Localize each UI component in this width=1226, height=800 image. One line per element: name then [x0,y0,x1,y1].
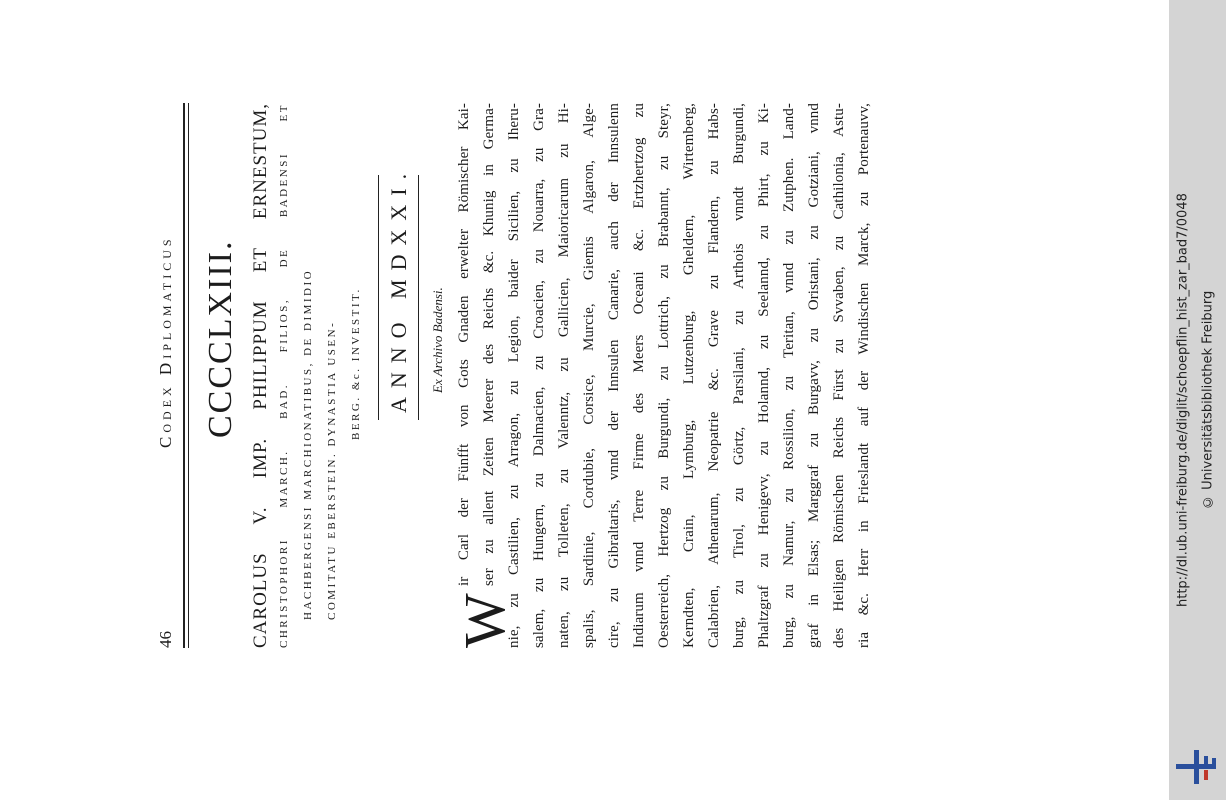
body-line: spalis, Sardinie, Cordubie, Corsice, Murcie, Giemis Algaron, Alge- [581,103,597,648]
body-line: salem, zu Hungern, zu Dalmacien, zu Croacien, zu Nouarra, zu Gra- [531,103,547,648]
body-line: Kerndten, Crain, Lymburg, Lutzenburg, Gheldern, Wirtemberg, [681,103,697,648]
body-line: Calabrien, Athenarum, Neopatrie &c. Grave zu Flandern, zu Habs- [706,103,722,648]
year-rule-bottom [418,175,419,420]
document-number: CCCCLXIII. [202,239,239,438]
title-line: HACHBERGENSI MARCHIONATIBUS, DE DIMIDIO [302,268,314,620]
body-line: Indiarum vnnd Terre Firme des Meers Oceani &c. Ertzhertzog zu [631,103,647,648]
body-line: burg, zu Tirol, zu Görtz, Parsilani, zu Arthois vnndt Burgundi, [731,103,747,648]
title-line: CAROLUS V. IMP. PHILIPPUM ET ERNESTUM, [250,103,271,648]
drop-cap: W [452,593,517,648]
source-note: Ex Archivo Badensi. [430,287,445,393]
source-url[interactable]: http://dl.ub.uni-freiburg.de/diglit/schoepflin_hist_zar_bad7/0048 [1175,193,1191,607]
body-line: Phaltzgraf zu Henigevv, zu Holannd, zu Seelannd, zu Phirt, zu Ki- [756,103,772,648]
body-line: nie, zu Castilien, zu Arragon, zu Legion, baider Sicilien, zu Iheru- [506,103,522,648]
title-line: BERG. &c. INVESTIT. [350,287,362,440]
header-rule [183,103,185,648]
body-line: ria &c. Herr in Frieslandt auf der Windischen Marck, zu Portenauvv, [856,103,872,648]
title-line: COMITATU EBERSTEIN. DYNASTIA USEN- [326,320,338,620]
title-line: CHRISTOPHORI MARCH. BAD. FILIOS, DE BADENSI ET [278,103,290,648]
year-heading: ANNO MDXXI. [386,164,411,413]
scanned-page [150,88,950,648]
body-line: ir Carl der Fünfft von Gots Gnaden erwelter Römischer Kai- [456,103,472,586]
body-line: graf in Elsas; Marggraf zu Burgavv, zu Oristani, zu Gotziani, vnnd [806,103,822,648]
body-line: naten, zu Tolleten, zu Valenntz, zu Gallicien, Maioricarum zu Hi- [556,103,572,648]
body-line: cire, zu Gibraltaris, vnnd der Innsulen Canarie, auch der Innsulenn [606,103,622,648]
page-number: 46 [156,631,175,648]
body-line: burg, zu Namur, zu Rossilion, zu Teritan, vnnd zu Zutphen. Land- [781,103,797,648]
header-rule-thin [188,103,189,648]
running-head: Codex Diplomaticus [156,235,175,448]
body-line: des Heiligen Römischen Reichs Fürst zu Svvaben, zu Cathilonia, Astu- [831,103,847,648]
year-rule-top [378,175,379,420]
body-line: Oesterreich, Hertzog zu Burgundi, zu Lottrich, zu Brabannt, zu Steyr, [656,103,672,648]
copyright-notice: © Universitätsbibliothek Freiburg [1200,290,1216,510]
library-logo-icon [1174,748,1222,786]
body-line: ser zu allent Zeiten Meerer des Reichs &c. Khunig in Germa- [481,103,497,586]
